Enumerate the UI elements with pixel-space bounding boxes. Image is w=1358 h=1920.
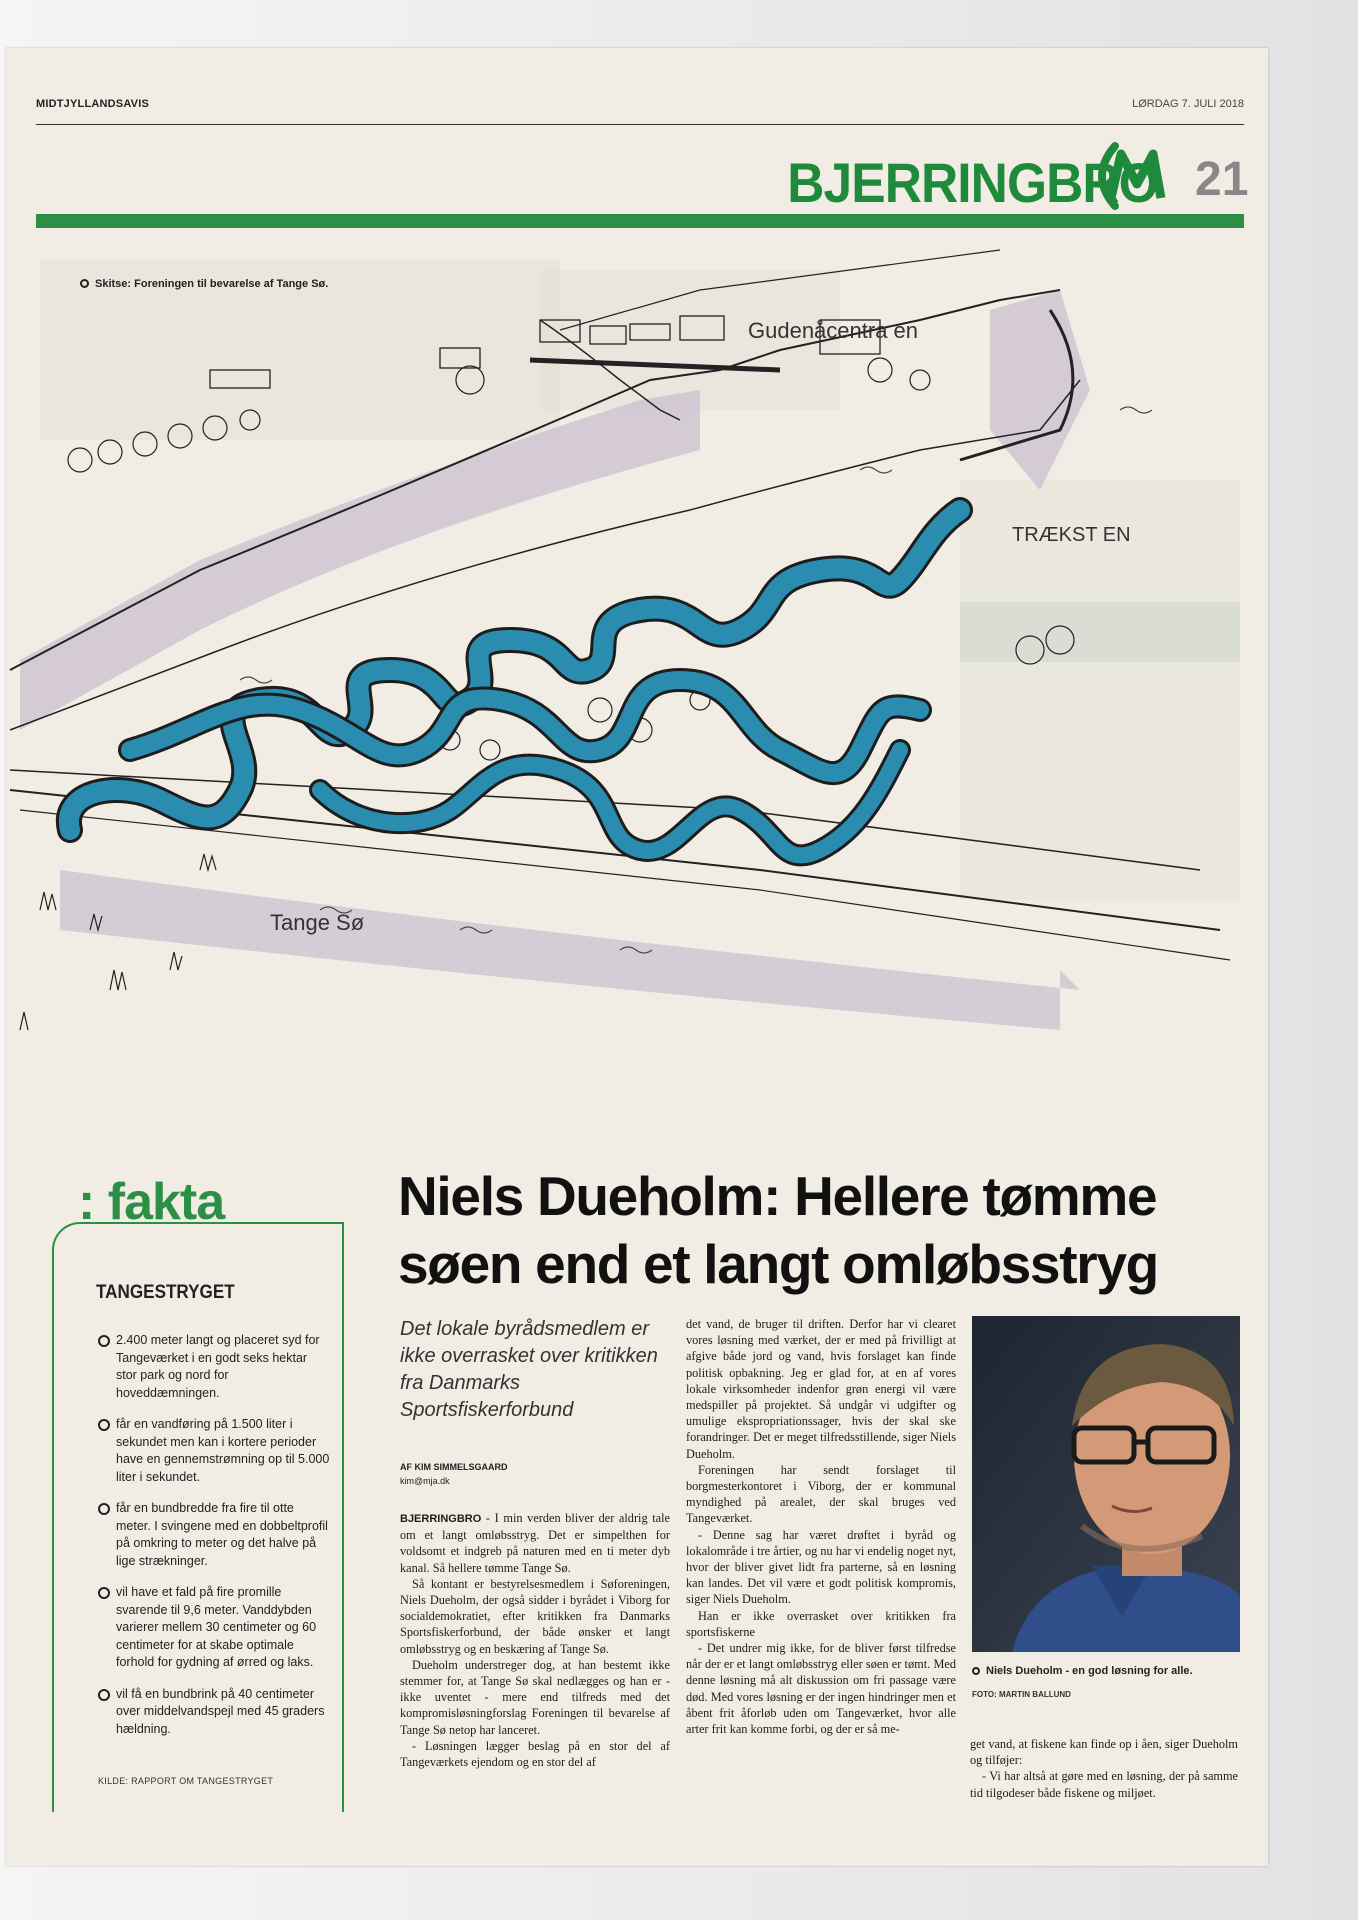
- sketch-label-tange: Tange Sø: [270, 910, 365, 935]
- list-item: får en bundbredde fra fire til otte meter. I svingene med en dobbeltprofil på omkring to meter og det halve på lige strækninger.: [98, 1500, 330, 1570]
- list-item: vil have et fald på fire promille svarende til 9,6 meter. Vanddybden varierer mellem 30 centimeter og 60 centimeter for at skabe optimale forhold for gydning af ørred og laks.: [98, 1584, 330, 1672]
- photo-credit: FOTO: MARTIN BALLUND: [972, 1690, 1071, 1699]
- section-rule: [36, 214, 1244, 228]
- section-title: BJERRINGBRO: [787, 151, 1158, 214]
- bullet-icon: [80, 279, 89, 288]
- paragraph: Han er ikke overrasket over kritikken fra sportsfiskerne: [686, 1608, 956, 1639]
- byline-email: kim@mja.dk: [400, 1476, 450, 1486]
- page-number: 21: [1195, 153, 1249, 206]
- subheadline: Det lokale byrådsmedlem er ikke overrasket over kritikken fra Danmarks Sportsfiskerforbund: [400, 1318, 658, 1421]
- fakta-list: [98, 1332, 330, 1752]
- sketch-label-traekst: TRÆKST EN: [1012, 524, 1131, 546]
- article-column-1: [400, 1510, 670, 1770]
- paragraph: - Denne sag har været drøftet i byråd og lokalområde i tre årtier, og nu har vi endelig noget nyt, hvor der bliver givet lidt fra parterne, så en løsning kan landes. Det vil være et godt politisk kompromis, siger Niels Dueholm.: [686, 1527, 956, 1607]
- byline: AF KIM SIMMELSGAARD: [400, 1462, 508, 1472]
- publication-name: MIDTJYLLANDSAVIS: [36, 98, 150, 110]
- paragraph: det vand, de bruger til driften. Derfor har vi clearet vores løsning med værket, der er med på frivilligt at afgive både jord og vand, hvis forslaget kan finde politisk opbakning. Jeg er glad for, at en af vores lokale virksomheder indenfor grøn energi vil være medspiller på projektet. Så undgår vi udgifter og umulige ekspropriationssager, hvis der skal ske forandringer. Det er meget tilfredsstillende, siger Niels Dueholm.: [686, 1317, 956, 1461]
- fakta-heading: TANGESTRYGET: [96, 1282, 235, 1303]
- paragraph: Så kontant er bestyrelsesmedlem i Søforeningen, Niels Dueholm, der også sidder i byrådet i Viborg for socialdemokratiet, efter kritikken fra Danmarks Sportsfiskerforbund, der både ønsker et langt omløbsstryg og en beskæring af Tange Sø.: [400, 1576, 670, 1656]
- fakta-source: KILDE: RAPPORT OM TANGESTRYGET: [98, 1776, 274, 1786]
- paragraph: - Det undrer mig ikke, for de bliver først tilfredse når der er et langt omløbsstryg eller søen er tømt. Med denne løsning må alt diskussion om fri passage være død. Med vores løsning er der ingen hindringer men et åbent frit åforløb uden om Tangeværket, hvor alle arter frit kan komme forbi, og der er så me-: [686, 1641, 956, 1737]
- list-item: vil få en bundbrink på 40 centimeter over middelvandspejl med 45 graders hældning.: [98, 1686, 330, 1739]
- headline: Niels Dueholm: Hellere tømme søen end et langt omløbsstryg: [398, 1165, 1158, 1295]
- photo-caption: Niels Dueholm - en god løsning for alle.: [972, 1665, 1193, 1677]
- paragraph: - Løsningen lægger beslag på en stor del af Tangeværkets ejendom og en stor del af: [400, 1738, 670, 1770]
- article-column-3: [970, 1736, 1238, 1801]
- header-rule: [36, 124, 1244, 125]
- portrait-illustration: [972, 1316, 1240, 1652]
- paragraph: get vand, at fiskene kan finde op i åen, siger Dueholm og tilføjer:: [970, 1737, 1238, 1768]
- article-column-2: [686, 1316, 956, 1737]
- list-item: 2.400 meter langt og placeret syd for Tangeværket i en godt seks hektar stor park og nord for hoveddæmningen.: [98, 1332, 330, 1402]
- paragraph: Dueholm understreger dog, at han bestemt ikke stemmer for, at Tange Sø skal nedlægges og han er - ikke uventet - mere end tilfreds med det kompromisløsningforslag Foreningen til bevarelse af Tange Sø netop har lanceret.: [400, 1657, 670, 1737]
- sketch-label-gudenaa: Gudenåcentra en: [748, 318, 919, 343]
- paragraph: Foreningen har sendt forslaget til borgmesterkontoret i Viborg, der er kommunal myndighed på arealet, der skal bruges ved Tangeværket.: [686, 1462, 956, 1526]
- paragraph: BJERRINGBRO - I min verden bliver der aldrig tale om et langt omløbsstryg. Det er simpelthen for voldsomt et indgreb på naturen med en ti meter dyb kanal. Så hellere tømme Tange Sø.: [400, 1511, 670, 1575]
- dateline: BJERRINGBRO: [400, 1513, 482, 1525]
- paragraph: - Vi har altså at gøre med en løsning, der på samme tid tilgodeser både fiskene og miljøet.: [970, 1769, 1238, 1800]
- publication-date: LØRDAG 7. JULI 2018: [1132, 98, 1244, 110]
- river-sketch-illustration: [0, 230, 1262, 1090]
- fakta-title: : fakta: [78, 1173, 225, 1231]
- portrait-photo: [972, 1316, 1240, 1652]
- mja-logo-icon: [1085, 140, 1173, 210]
- bullet-icon: [972, 1667, 980, 1675]
- sketch-caption: Skitse: Foreningen til bevarelse af Tange Sø.: [80, 278, 328, 290]
- list-item: får en vandføring på 1.500 liter i sekundet men kan i kortere perioder have en gennemstrømning op til 5.000 liter i sekundet.: [98, 1416, 330, 1486]
